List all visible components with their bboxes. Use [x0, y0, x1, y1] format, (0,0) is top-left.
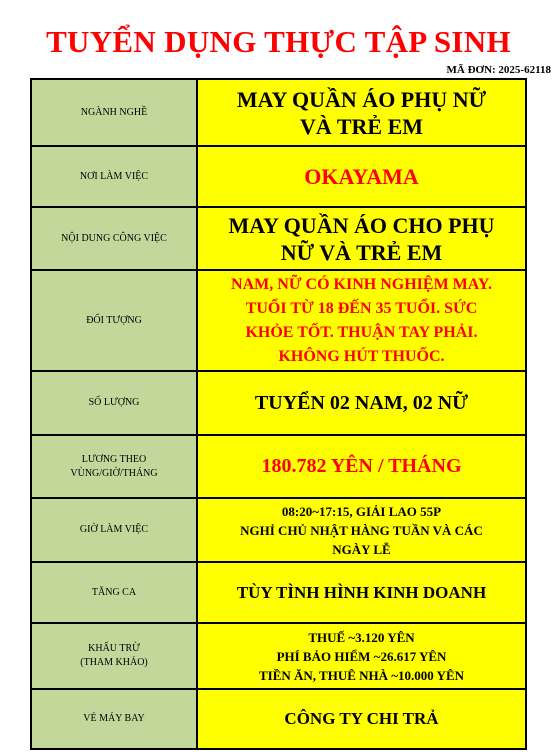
value-text: PHÍ BẢO HIỂM ~26.617 YÊN	[276, 648, 447, 664]
label-text: KHẤU TRỪ	[88, 643, 140, 654]
value-requirements	[197, 270, 526, 371]
value-text: OKAYAMA	[304, 164, 419, 189]
label-text: NGÀNH NGHỀ	[80, 106, 148, 118]
label-text: NỘI DUNG CÔNG VIỆC	[61, 232, 167, 244]
value-text: MAY QUẦN ÁO PHỤ NỮ	[236, 86, 487, 112]
value-job-content	[197, 207, 526, 270]
value-text: NAM, NỮ CÓ KINH NGHIỆM MAY.	[231, 275, 492, 293]
label-working-hours	[31, 498, 197, 562]
value-occupation	[197, 79, 526, 146]
row-airfare	[31, 689, 526, 749]
row-quantity	[31, 371, 526, 435]
value-text: TÙY TÌNH HÌNH KINH DOANH	[236, 582, 487, 602]
value-text: KHÔNG HÚT THUỐC.	[278, 347, 445, 365]
label-text: SỐ LƯỢNG	[88, 397, 140, 408]
value-deductions	[197, 623, 526, 689]
value-text: CÔNG TY CHI TRẢ	[284, 709, 439, 728]
row-requirements	[31, 270, 526, 371]
value-overtime	[197, 562, 526, 623]
row-occupation	[31, 79, 526, 146]
value-working-hours	[197, 498, 526, 562]
label-text: VÙNG/GIỜ/THÁNG	[70, 467, 158, 479]
label-text: VÉ MÁY BAY	[83, 713, 145, 724]
order-code: MÃ ĐƠN: 2025-62118	[446, 64, 551, 76]
value-text: MAY QUẦN ÁO CHO PHỤ	[228, 212, 495, 238]
value-text: 180.782 YÊN / THÁNG	[261, 455, 462, 477]
label-text: LƯƠNG THEO	[81, 453, 147, 465]
label-text: ĐỐI TƯỢNG	[86, 314, 142, 326]
value-text: 08:20~17:15, GIẢI LAO 55P	[281, 503, 442, 519]
label-text: TĂNG CA	[91, 586, 137, 598]
value-text: NGHỈ CHỦ NHẬT HÀNG TUẦN VÀ CÁC	[240, 522, 483, 538]
label-overtime	[31, 562, 197, 623]
value-salary	[197, 435, 526, 498]
value-text: TUYỂN 02 NAM, 02 NỮ	[254, 392, 469, 414]
value-text: NGÀY LỄ	[332, 541, 391, 557]
value-text: TUỔI TỪ 18 ĐẾN 35 TUỔI. SỨC	[245, 299, 478, 317]
label-text: GIỜ LÀM VIỆC	[79, 524, 149, 535]
value-text: NỮ VÀ TRẺ EM	[280, 239, 443, 265]
label-text: NƠI LÀM VIỆC	[79, 170, 149, 182]
row-deductions	[31, 623, 526, 689]
label-salary	[31, 435, 197, 498]
label-occupation	[31, 79, 197, 146]
row-salary	[31, 435, 526, 498]
label-quantity	[31, 371, 197, 435]
poster-title: TUYỂN DỤNG THỰC TẬP SINH	[46, 24, 511, 59]
label-airfare	[31, 689, 197, 749]
label-job-content	[31, 207, 197, 270]
label-workplace	[31, 146, 197, 207]
value-text: THUẾ ~3.120 YÊN	[308, 629, 415, 645]
row-workplace	[31, 146, 526, 207]
label-requirements	[31, 270, 197, 371]
row-job-content	[31, 207, 526, 270]
label-text: (THAM KHẢO)	[80, 657, 148, 668]
row-overtime	[31, 562, 526, 623]
job-info-table	[30, 78, 527, 750]
value-text: VÀ TRẺ EM	[299, 113, 424, 139]
label-deductions	[31, 623, 197, 689]
value-text: TIỀN ĂN, THUÊ NHÀ ~10.000 YÊN	[258, 667, 465, 683]
value-quantity	[197, 371, 526, 435]
value-workplace	[197, 146, 526, 207]
value-text: KHỎE TỐT. THUẬN TAY PHẢI.	[245, 323, 478, 341]
row-working-hours	[31, 498, 526, 562]
value-airfare	[197, 689, 526, 749]
